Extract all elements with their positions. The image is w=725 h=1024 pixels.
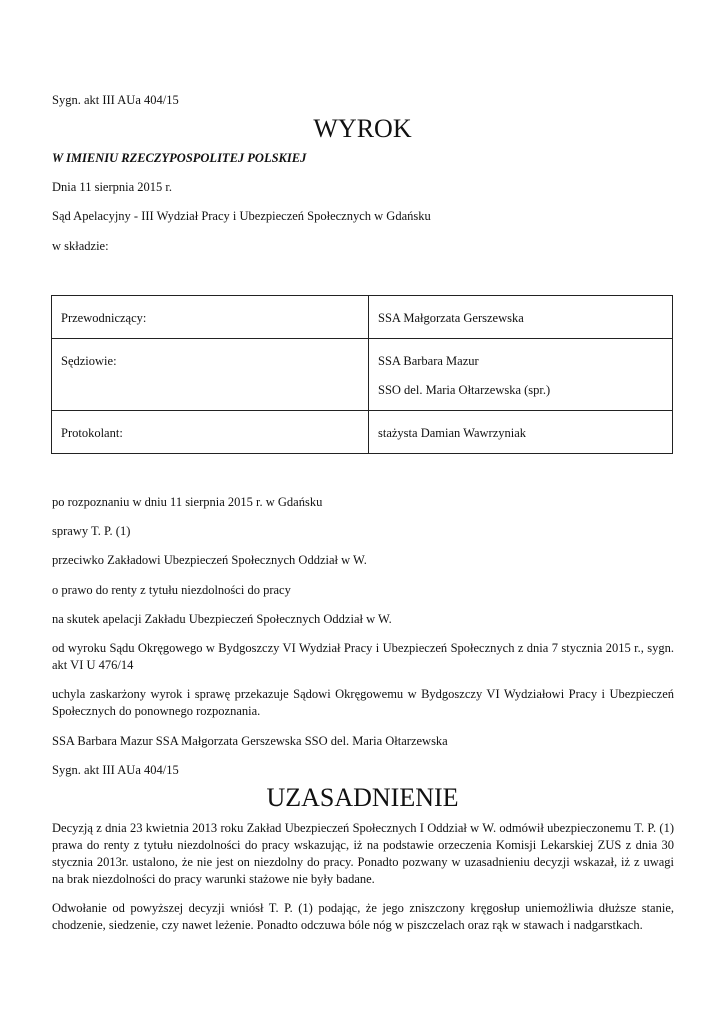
in-the-name-heading: W IMIENIU RZECZYPOSPOLITEJ POLSKIEJ xyxy=(52,151,307,165)
justification-paragraph-1: Decyzją z dnia 23 kwietnia 2013 roku Zakład Ubezpieczeń Społecznych I Oddział w W. odmówił ubezpieczonemu T. P. (1) prawa do renty z tytułu niezdolności do pracy wskazując, iż na podstawie orzeczenia Komisji Lekarskiej ZUS z dnia 30 stycznia 2013r. ustalono, że nie jest on niezdolny do pracy. Ponadto pozwany w uzasadnieniu decyzji wskazał, iż z uwagi na brak niezdolności do pracy warunki stażowe nie były badane. xyxy=(52,821,674,886)
role-label: Protokolant: xyxy=(61,426,123,440)
signatures: SSA Barbara Mazur SSA Małgorzata Gerszewska SSO del. Maria Ołtarzewska xyxy=(52,734,448,748)
role-cell xyxy=(52,411,369,454)
role-cell xyxy=(52,296,369,339)
justification-paragraph-2: Odwołanie od powyższej decyzji wniósł T. P. (1) podając, że jego zniszczony kręgosłup uniemożliwia dłuższe stanie, chodzenie, siedzenie, czy nawet leżenie. Ponadto odczuwa bóle nóg w piszczelach oraz rąk w stawach i nadgarstkach. xyxy=(52,901,674,932)
composition-label: w składzie: xyxy=(52,239,109,253)
appeal-basis: na skutek apelacji Zakładu Ubezpieczeń Społecznych Oddział w W. xyxy=(52,612,392,626)
defendant: przeciwko Zakładowi Ubezpieczeń Społecznych Oddział w W. xyxy=(52,553,367,567)
ruling: uchyla zaskarżony wyrok i sprawę przekazuje Sądowi Okręgowemu w Bydgoszczy VI Wydziałowi Pracy i Ubezpieczeń Społecznych do ponownego rozpoznania. xyxy=(52,687,674,718)
role-label: Przewodniczący: xyxy=(61,311,147,325)
judgment-title: WYROK xyxy=(313,114,412,143)
case-reference: Sygn. akt III AUa 404/15 xyxy=(52,93,179,107)
table-row xyxy=(52,296,673,339)
case-party: sprawy T. P. (1) xyxy=(52,524,131,538)
names-cell xyxy=(369,296,673,339)
court-name: Sąd Apelacyjny - III Wydział Pracy i Ubezpieczeń Społecznych w Gdańsku xyxy=(52,209,431,223)
names-cell xyxy=(369,339,673,411)
judgment-date: Dnia 11 sierpnia 2015 r. xyxy=(52,180,173,194)
case-reference-2: Sygn. akt III AUa 404/15 xyxy=(52,763,179,777)
court-panel-table xyxy=(51,295,673,454)
clerk-name: stażysta Damian Wawrzyniak xyxy=(378,426,527,440)
names-cell xyxy=(369,411,673,454)
role-label: Sędziowie: xyxy=(61,354,117,368)
subject-matter: o prawo do renty z tytułu niezdolności do pracy xyxy=(52,583,291,597)
hearing-info: po rozpoznaniu w dniu 11 sierpnia 2015 r. w Gdańsku xyxy=(52,495,323,509)
judge-name: SSO del. Maria Ołtarzewska (spr.) xyxy=(378,383,551,397)
lower-court-judgment: od wyroku Sądu Okręgowego w Bydgoszczy VI Wydział Pracy i Ubezpieczeń Społecznych z dnia 7 stycznia 2015 r., sygn. akt VI U 476/14 xyxy=(52,641,674,672)
justification-title: UZASADNIENIE xyxy=(266,783,459,812)
table-row xyxy=(52,411,673,454)
judge-name: SSA Małgorzata Gerszewska xyxy=(378,311,524,325)
judge-name: SSA Barbara Mazur xyxy=(378,354,479,368)
table-row xyxy=(52,339,673,411)
role-cell xyxy=(52,339,369,411)
